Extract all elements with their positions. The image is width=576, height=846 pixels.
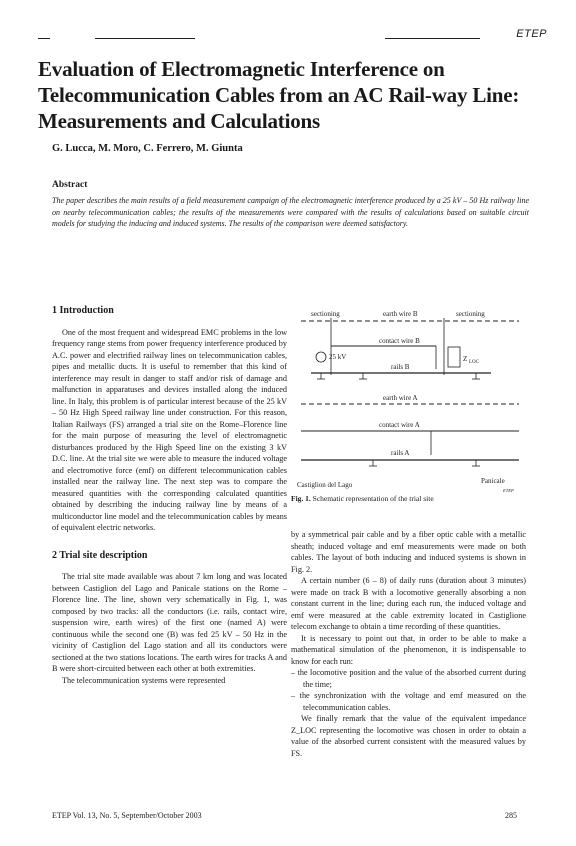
footer-citation: ETEP Vol. 13, No. 5, September/October 2003 <box>52 811 202 820</box>
label-earth-wire-a: earth wire A <box>383 394 418 402</box>
header-rule-mid <box>95 38 195 39</box>
right-paragraph-2: A certain number (6 – 8) of daily runs (duration about 3 minutes) were made on track B with a locomotive generally absorbing a non constant current in the line; during each run, the induced voltage and emf were measured at the cable extremity located in Castiglione telecom exchange to obtain a time recording of these quantities. <box>291 576 526 631</box>
trial-site-diagram <box>291 305 526 495</box>
right-paragraph-1: by a symmetrical pair cable and by a fiber optic cable with a metallic sheath; induced voltage and emf measurements were made on both cables. The layout of both inducing and induced systems is shown in Fig. 2. <box>291 530 526 574</box>
label-sectioning-right: sectioning <box>456 310 485 318</box>
right-paragraph-4: We finally remark that the value of the equivalent impedance Z_LOC representing the locomotive was chosen in order to obtain a value of the absorbed current consistent with the measured values by FS. <box>291 714 526 758</box>
label-contact-wire-a: contact wire A <box>379 421 420 429</box>
section-heading-trial-site: 2 Trial site description <box>52 549 148 561</box>
header-rule-right <box>385 38 480 39</box>
page-number: 285 <box>505 811 517 820</box>
right-column <box>291 529 526 759</box>
label-rails-b: rails B <box>391 363 410 371</box>
journal-tag: ETEP <box>516 28 547 40</box>
label-source: 25 kV <box>329 353 347 361</box>
source-icon <box>316 352 326 362</box>
abstract-heading: Abstract <box>52 180 88 190</box>
list-item-1: – the locomotive position and the value of the absorbed current during the time; <box>291 668 526 689</box>
intro-paragraph: One of the most frequent and widespread EMC problems in the low frequency range stems from power frequency interference produced by A.C. power and electrified railway lines on telecommunication cables, pipes and metallic ducts. It is useful to remember that this kind of interference may result in danger to staff and/or risk of damage and malfunction in apparatuses and devices installed along the induced line. In Italy, this problem is of particular interest because of the 25 kV – 50 Hz High Speed railway line under construction. For this reason, Italian Railways (FS) arranged a trial site on the Rome–Florence line for the main purpose of measuring the level of electromagnetic disturbances produced by the High Speed line on the existing 3 kV D.C. line. At the trial site we were able to measure the induced voltage and electromotive force (emf) on different telecommunication cables installed near the railway line. The next step was to compare the measured quantities with the corresponding calculated quantities obtained by describing the inducing railway line by means of a multiconductor line model and the telecommunication cables by means of equivalent electric networks. <box>52 327 287 532</box>
trial-paragraph-2: The telecommunication systems were represented <box>62 675 226 685</box>
caption-label: Fig. 1. <box>291 494 311 503</box>
label-earth-wire-b: earth wire B <box>383 310 418 318</box>
zloc-box <box>448 347 460 367</box>
trial-paragraph-1: The trial site made available was about 7 km long and was located between Castiglion del Lago and Panicale stations on the Rome – Florence line. The line, shown very schematically in Fig. 1, was composed by two tracks: all the conductors (i.e. rails, contact wire, suspension wire, earth wires) of the first one (named A) were continuous while the second one (B) was fed 25 kV – 50 Hz in the vicinity of Castiglion del Lago station and all its conductors were sectioned at the two stations locations. The earth wires for tracks A and B were short-circuited between each other at both extremities. <box>52 572 287 673</box>
label-rails-a: rails A <box>391 449 410 457</box>
list-item-2: – the synchronization with the voltage and emf measured on the telecommunication cables. <box>291 691 526 712</box>
paper-title: Evaluation of Electromagnetic Interference on Telecommunication Cables from an AC Rail-way Line: Measurements and Calculations <box>38 57 520 133</box>
header-rule-short <box>38 38 50 39</box>
label-station-right: Panicale <box>481 477 505 485</box>
section-heading-introduction: 1 Introduction <box>52 305 114 316</box>
right-paragraph-3: It is necessary to point out that, in order to be able to make a mathematical simulation of the phenomenon, it is indispensable to know for each run: <box>291 633 526 666</box>
left-column <box>52 305 287 686</box>
abstract-text: The paper describes the main results of a field measurement campaign of the electromagnetic interference produced by a 25 kV – 50 Hz railway line on nearby telecommunication cables; the results of the measurements were compared with the results of calculations based on suitable circuit models for studying the inducing and induced systems. The results of the comparison were deemed satisfactory. <box>52 196 529 228</box>
figure-1 <box>291 305 526 505</box>
figure-caption <box>291 494 526 503</box>
label-contact-wire-b: contact wire B <box>379 337 420 345</box>
label-sectioning-left: sectioning <box>311 310 340 318</box>
label-zloc-sub: LOC <box>469 360 479 365</box>
label-station-left: Castiglion del Lago <box>297 481 353 489</box>
authors: G. Lucca, M. Moro, C. Ferrero, M. Giunta <box>52 143 243 154</box>
label-zloc: Z <box>463 355 468 363</box>
label-etep-mark: ETEP <box>503 488 514 493</box>
caption-text: Schematic representation of the trial site <box>312 494 434 503</box>
